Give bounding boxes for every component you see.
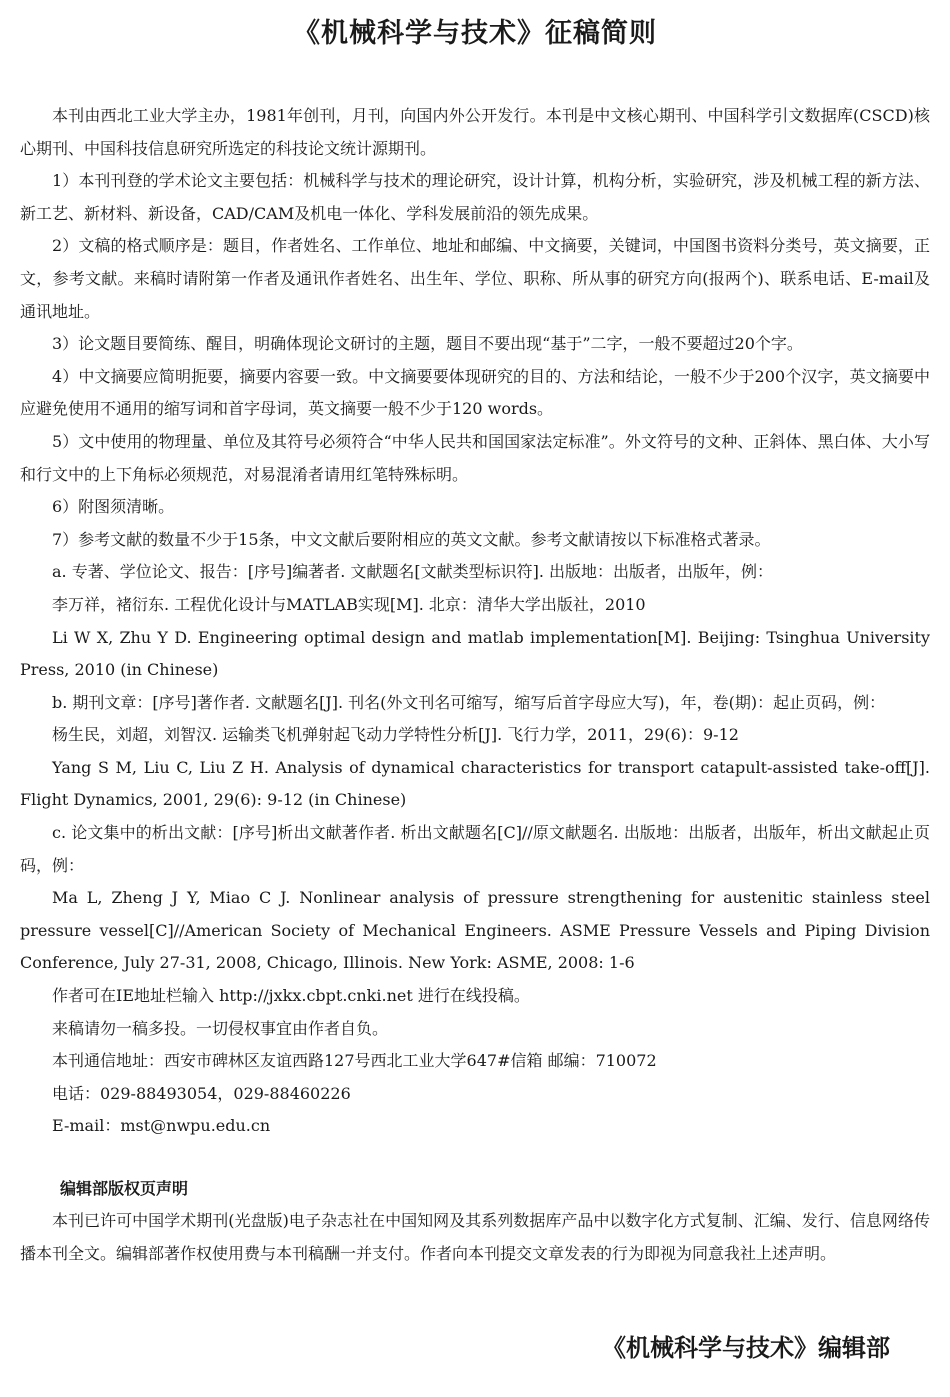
email-address: E-mail：mst@nwpu.edu.cn xyxy=(52,1116,271,1136)
ref-example-a-cn: 李万祥，褚衍东. 工程优化设计与MATLAB实现[M]. 北京：清华大学出版社，2010 xyxy=(52,594,646,614)
rule-5-symbols: 5）文中使用的物理量、单位及其符号必须符合“中华人民共和国国家法定标准”。外文符号的文种、正斜体、黑白体、大小写和行文中的上下角标必须规范，对易混淆者请用红笔特殊标明。 xyxy=(20,431,930,484)
ref-example-b-en: Yang S M, Liu C, Liu Z H. Analysis of dynamical characteristics for transport catapult-assisted take-off[J]. Flight Dynamics, 2001, 29(6): 9-12 (in Chinese) xyxy=(20,757,930,810)
guidelines-body xyxy=(20,100,930,1270)
rule-4-abstract: 4）中文摘要应简明扼要，摘要内容要一致。中文摘要要体现研究的目的、方法和结论，一般不少于200个汉字，英文摘要中应避免使用不通用的缩写词和首字母词，英文摘要一般不少于120 words。 xyxy=(20,366,930,419)
ref-example-c-en: Ma L, Zheng J Y, Miao C J. Nonlinear analysis of pressure strengthening for austenitic stainless steel pressure vessel[C]//American Society of Mechanical Engineers. ASME Pressure Vessels and Piping Division Conference, July 27-31, 2008, Chicago, Illinois. New York: ASME, 2008: 1-6 xyxy=(20,888,930,973)
rule-7-references: 7）参考文献的数量不少于15条，中文文献后要附相应的英文文献。参考文献请按以下标准格式著录。 xyxy=(52,529,771,549)
postal-address: 本刊通信地址：西安市碑林区友谊西路127号西北工业大学647#信箱 邮编：710072 xyxy=(52,1051,657,1071)
copyright-heading: 编辑部版权页声明 xyxy=(60,1179,189,1198)
ref-format-b: b. 期刊文章：[序号]著作者. 文献题名[J]. 刊名(外文刊名可缩写，缩写后首字母应大写)，年，卷(期)：起止页码，例： xyxy=(52,692,886,712)
intro-paragraph: 本刊由西北工业大学主办，1981年创刊，月刊，向国内外公开发行。本刊是中文核心期刊、中国科学引文数据库(CSCD)核心期刊、中国科技信息研究所选定的科技论文统计源期刊。 xyxy=(20,106,930,158)
page-title: 《机械科学与技术》征稿简则 xyxy=(293,18,657,49)
section-spacer xyxy=(20,1143,930,1173)
rule-6-figures: 6）附图须清晰。 xyxy=(52,497,175,517)
editorial-signature: 《机械科学与技术》编辑部 xyxy=(602,1334,890,1362)
rule-3-title: 3）论文题目要简练、醒目，明确体现论文研讨的主题，题目不要出现“基于”二字，一般不要超过20个字。 xyxy=(52,334,803,354)
ref-example-b-cn: 杨生民，刘超，刘智汉. 运输类飞机弹射起飞动力学特性分析[J]. 飞行力学，2011，29(6)：9-12 xyxy=(52,725,739,745)
copyright-statement: 本刊已许可中国学术期刊(光盘版)电子杂志社在中国知网及其系列数据库产品中以数字化方式复制、汇编、发行、信息网络传播本刊全文。编辑部著作权使用费与本刊稿酬一并支付。作者向本刊提交文章发表的行为即视为同意我社上述声明。 xyxy=(20,1211,930,1263)
rule-2-format: 2）文稿的格式顺序是：题目，作者姓名、工作单位、地址和邮编、中文摘要，关键词，中国图书资料分类号，英文摘要，正文，参考文献。来稿时请附第一作者及通讯作者姓名、出生年、学位、职称、所从事的研究方向(报两个)、联系电话、E-mail及通讯地址。 xyxy=(20,236,930,321)
ref-format-a: a. 专著、学位论文、报告：[序号]编著者. 文献题名[文献类型标识符]. 出版地：出版者，出版年，例： xyxy=(52,562,774,582)
phone-numbers: 电话：029-88493054，029-88460226 xyxy=(52,1083,351,1103)
ref-format-c: c. 论文集中的析出文献：[序号]析出文献著作者. 析出文献题名[C]//原文献题名. 出版地：出版者，出版年，析出文献起止页码，例： xyxy=(20,823,930,875)
ref-example-a-en: Li W X, Zhu Y D. Engineering optimal design and matlab implementation[M]. Beijing: Tsinghua University Press, 2010 (in Chinese) xyxy=(20,627,930,680)
rule-1-scope: 1）本刊刊登的学术论文主要包括：机械科学与技术的理论研究，设计计算，机构分析，实验研究，涉及机械工程的新方法、新工艺、新材料、新设备，CAD/CAM及机电一体化、学科发展前沿的领先成果。 xyxy=(20,171,930,223)
duplicate-submission-note: 来稿请勿一稿多投。一切侵权事宜由作者自负。 xyxy=(52,1018,389,1038)
online-submission-note: 作者可在IE地址栏输入 http://jxkx.cbpt.cnki.net 进行在线投稿。 xyxy=(52,986,530,1006)
